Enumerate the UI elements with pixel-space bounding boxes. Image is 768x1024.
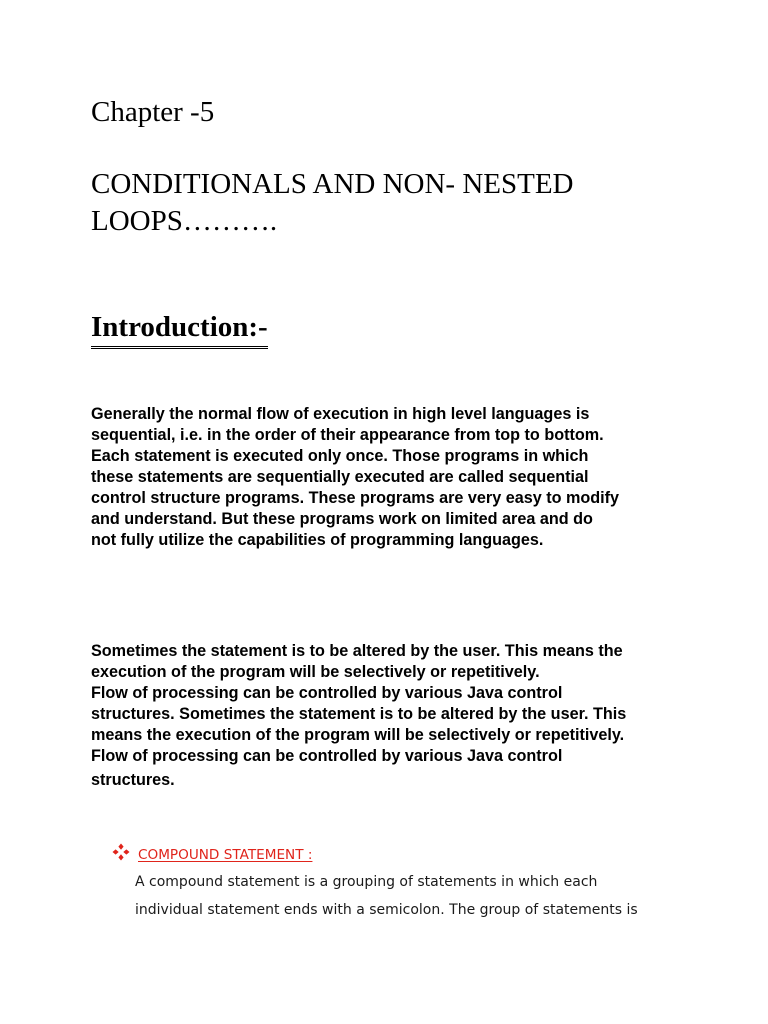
introduction-heading (91, 309, 268, 349)
paragraph-line: these statements are sequentially executed are called sequential (91, 468, 589, 486)
diamond-bullet-icon (112, 843, 130, 861)
introduction-paragraph (91, 404, 681, 551)
paragraph-line: Flow of processing can be controlled by various Java control (91, 684, 563, 702)
paragraph-line: structures. (91, 771, 175, 789)
paragraph-line: individual statement ends with a semicolon. The group of statements is (135, 902, 638, 918)
paragraph-line: sequential, i.e. in the order of their appearance from top to bottom. (91, 426, 604, 444)
paragraph-line: Flow of processing can be controlled by various Java control (91, 747, 563, 765)
introduction-heading-text: Introduction:- (91, 309, 268, 349)
compound-statement-body (135, 868, 695, 924)
compound-statement-heading: COMPOUND STATEMENT : (138, 847, 313, 863)
chapter-title-line: LOOPS………. (91, 205, 278, 237)
paragraph-line: Each statement is executed only once. Those programs in which (91, 447, 589, 465)
paragraph-line: and understand. But these programs work on limited area and do (91, 510, 593, 528)
paragraph-line: control structure programs. These programs are very easy to modify (91, 489, 620, 507)
paragraph-line: not fully utilize the capabilities of programming languages. (91, 531, 544, 549)
chapter-title-line: CONDITIONALS AND NON- NESTED (91, 168, 574, 200)
chapter-label: Chapter -5 (91, 96, 215, 128)
paragraph-line: Generally the normal flow of execution in high level languages is (91, 405, 590, 423)
paragraph-line: execution of the program will be selectively or repetitively. (91, 663, 540, 681)
compound-statement-heading-row (112, 843, 312, 864)
chapter-title (91, 166, 711, 240)
paragraph-line: A compound statement is a grouping of statements in which each (135, 874, 598, 890)
paragraph-line: means the execution of the program will be selectively or repetitively. (91, 726, 625, 744)
paragraph-line: structures. Sometimes the statement is to be altered by the user. This (91, 705, 627, 723)
control-structures-paragraph (91, 641, 681, 791)
paragraph-line: Sometimes the statement is to be altered by the user. This means the (91, 642, 623, 660)
